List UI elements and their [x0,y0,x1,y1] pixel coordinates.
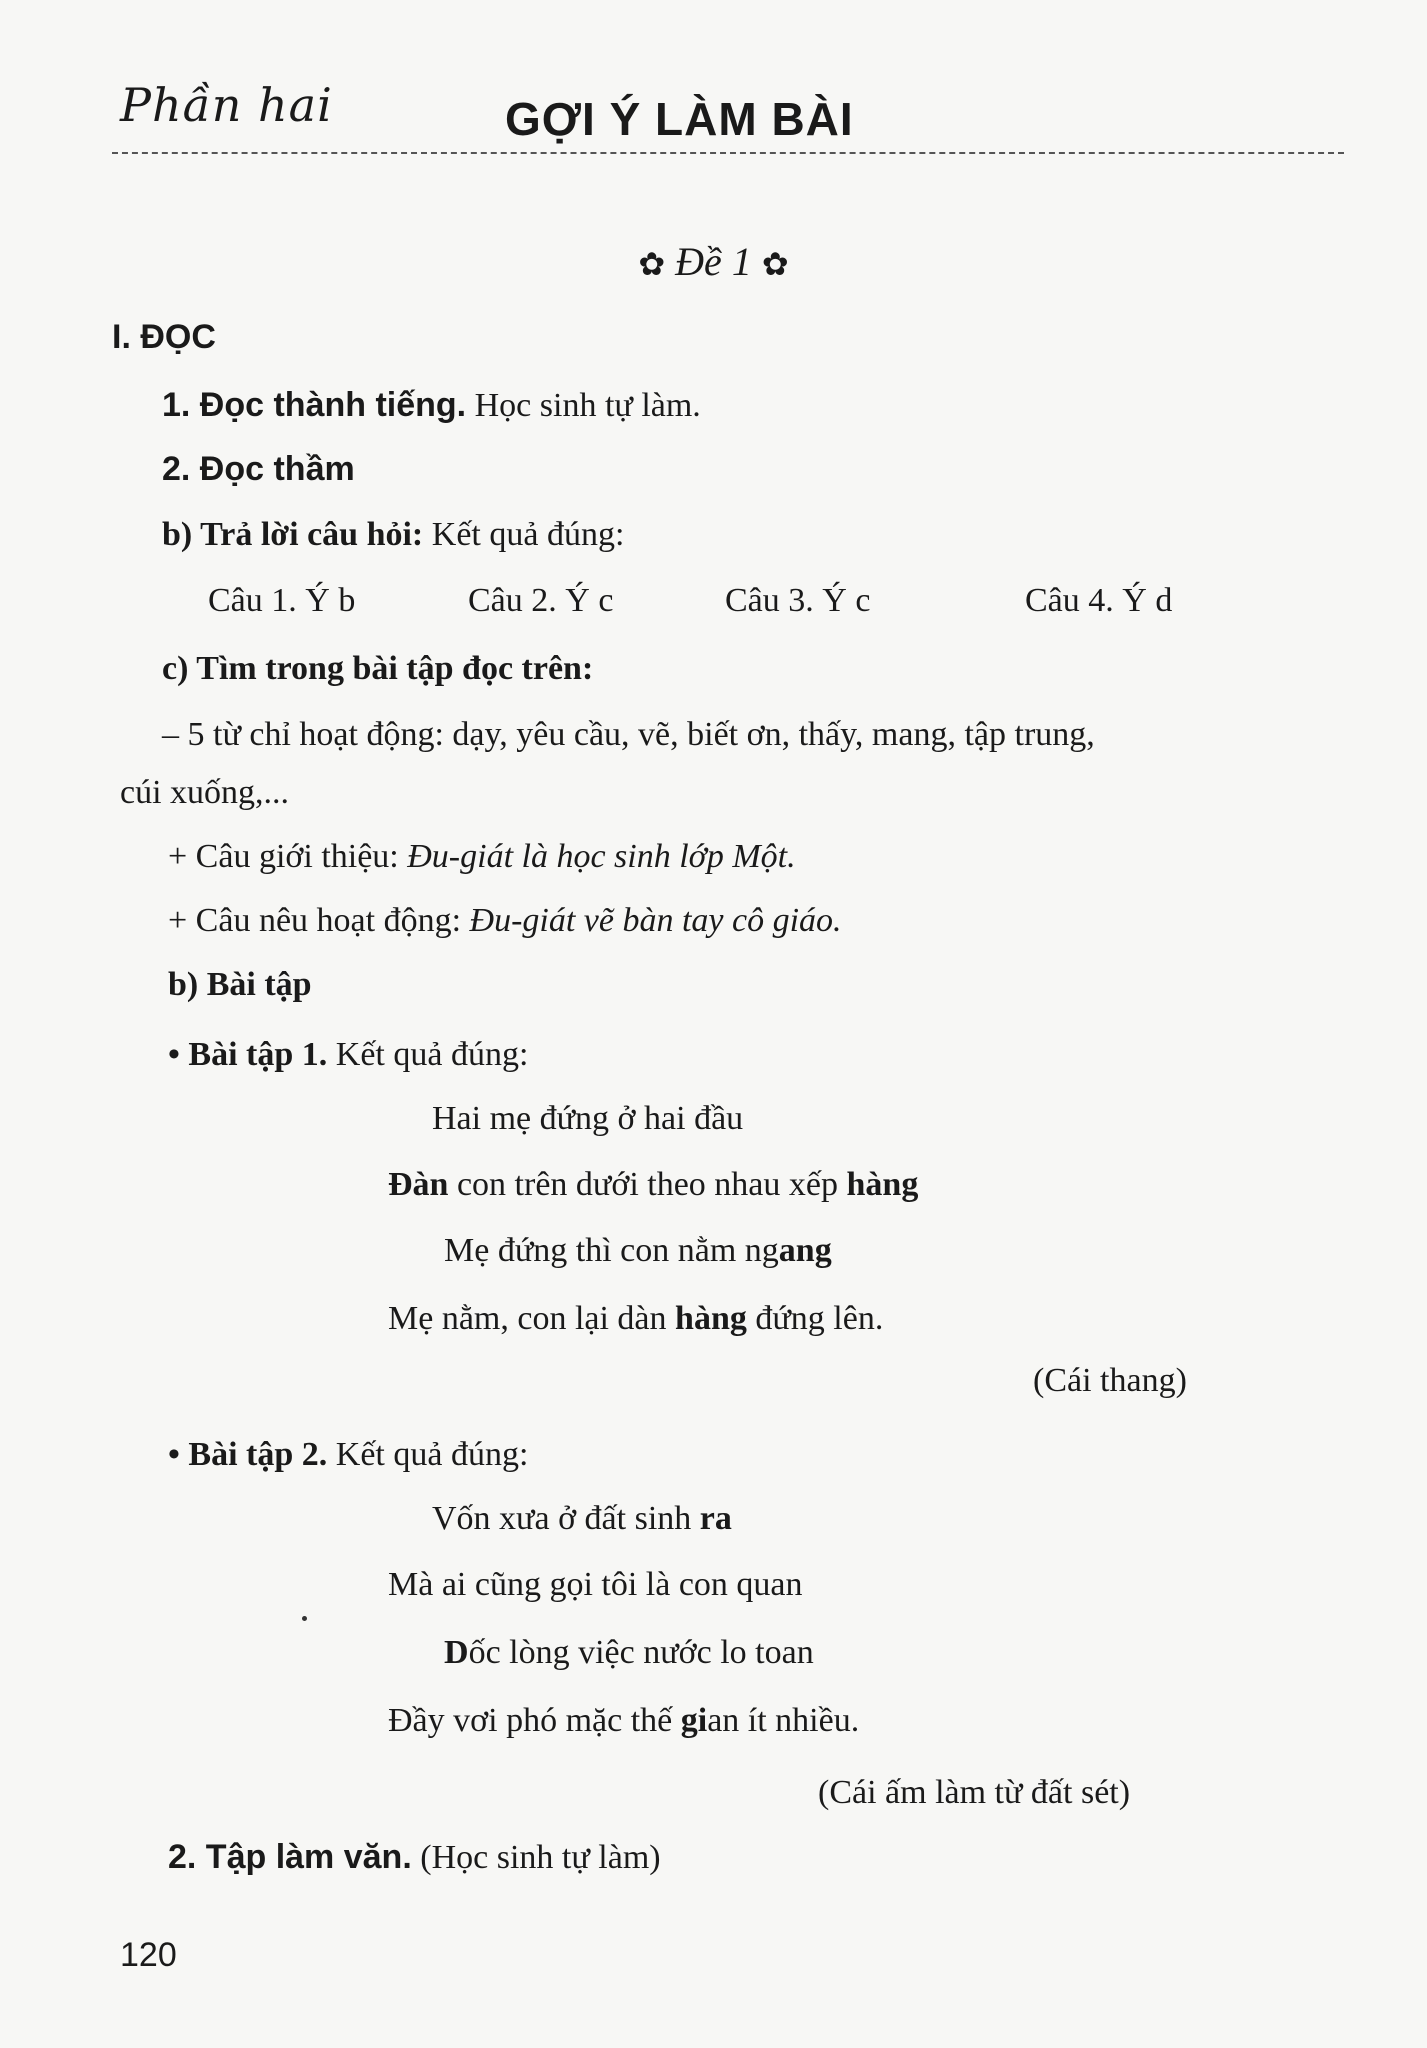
poem-text: an ít nhiều. [707,1702,860,1739]
header-divider [112,152,1344,154]
rhyme-highlight: ra [699,1500,732,1537]
poem-text: Mẹ đứng thì con nằm ng [444,1232,779,1269]
writing-item [168,1838,661,1877]
answer-item: Câu 3. Ý c [725,582,871,619]
intro-sentence [168,838,796,876]
rhyme-highlight: gi [680,1702,708,1739]
page-number: 120 [120,1936,177,1974]
rhyme-highlight: hàng [675,1300,747,1337]
activity-words-line: – 5 từ chỉ hoạt động: dạy, yêu cầu, vẽ, biết ơn, thấy, mang, tập trung, [162,716,1095,753]
poem-line [432,1100,743,1138]
answer-item: Câu 1. Ý b [208,582,356,619]
rhyme-highlight: Đàn [388,1166,449,1203]
riddle-answer: (Cái ấm làm từ đất sét) [818,1774,1131,1811]
item-silent-read [162,450,355,489]
flower-icon: ✿ [761,246,789,282]
item-label: + Câu giới thiệu: [168,838,408,875]
rhyme-highlight: ang [778,1232,832,1269]
poem-line [388,1566,803,1604]
exam-title [0,238,1427,285]
activity-sentence [168,902,842,940]
item-text: Kết quả đúng: [327,1436,529,1473]
answer-item: Câu 2. Ý c [468,582,614,619]
exercise-1 [168,1036,528,1074]
poem-text: Vốn xưa ở đất sinh [432,1500,700,1537]
item-label: 2. Tập làm văn. [168,1838,412,1876]
example-text: Đu-giát là học sinh lớp Một. [407,838,796,875]
riddle-answer: (Cái thang) [1033,1362,1187,1399]
poem-line [388,1300,883,1338]
rhyme-highlight: hàng [846,1166,919,1203]
example-text: Đu-giát vẽ bàn tay cô giáo. [469,902,842,939]
item-text: Học sinh tự làm. [466,387,701,424]
rhyme-highlight: D [444,1634,469,1671]
poem-line [444,1634,814,1672]
page-title: GỢI Ý LÀM BÀI [505,93,854,145]
poem-line [388,1702,859,1740]
poem-text: con trên dưới theo nhau xếp [448,1166,847,1203]
answers-heading [162,516,624,554]
poem-text: Mà ai cũng gọi tôi là con quan [388,1566,803,1603]
find-heading: c) Tìm trong bài tập đọc trên: [162,650,594,687]
poem-text: đứng lên. [746,1300,884,1337]
item-text: Kết quả đúng: [327,1036,529,1073]
poem-line [444,1232,832,1270]
item-text: Kết quả đúng: [423,516,625,553]
activity-words-line: cúi xuống,... [120,774,290,811]
poem-line [388,1166,918,1204]
poem-text: Hai mẹ đứng ở hai đầu [432,1100,744,1137]
section-heading-read: I. ĐỌC [112,318,216,356]
flower-icon: ✿ [638,246,666,282]
item-read-aloud [162,386,701,425]
item-label: • Bài tập 2. [168,1436,328,1473]
poem-line [432,1500,732,1538]
item-label: 1. Đọc thành tiếng. [162,386,467,424]
exercise-heading: b) Bài tập [168,966,312,1003]
item-label: • Bài tập 1. [168,1036,328,1073]
item-text: (Học sinh tự làm) [411,1839,661,1876]
poem-text: ốc lòng việc nước lo toan [468,1634,814,1671]
poem-text: Đầy vơi phó mặc thế [388,1702,681,1739]
answer-item: Câu 4. Ý d [1025,582,1173,619]
item-label: + Câu nêu hoạt động: [168,902,470,939]
exam-title-text: Đề 1 [675,239,752,284]
item-label: 2. Đọc thầm [162,450,355,488]
poem-text: Mẹ nằm, con lại dàn [388,1300,676,1337]
print-speck [302,1616,307,1621]
exercise-2 [168,1436,528,1474]
item-label: b) Trả lời câu hỏi: [162,516,424,553]
header-part-label: Phần hai [120,78,333,132]
